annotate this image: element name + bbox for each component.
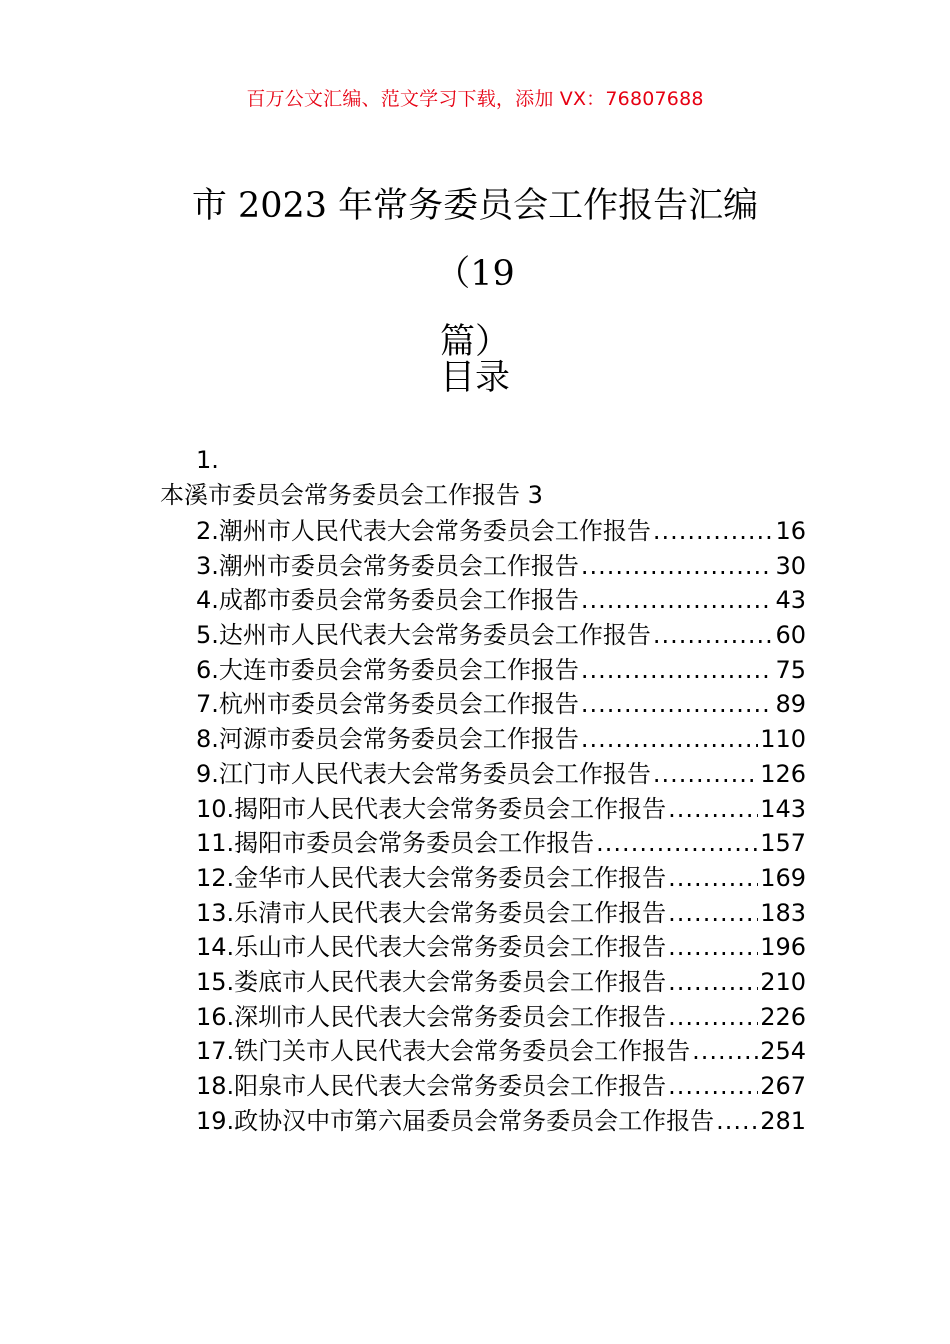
toc-entry[interactable] — [196, 687, 806, 722]
toc-entry-title: 18.阳泉市人民代表大会常务委员会工作报告 — [196, 1072, 667, 1100]
toc-entry-page-number: 226 — [760, 1002, 806, 1031]
table-of-contents — [196, 514, 806, 1138]
toc-entry[interactable] — [196, 1034, 806, 1069]
toc-entry-title: 5.达州市人民代表大会常务委员会工作报告 — [196, 621, 651, 650]
toc-entry-page-number: 157 — [760, 829, 806, 858]
toc-heading: 目录 — [439, 358, 510, 398]
toc-entry-page-number: 196 — [760, 933, 806, 962]
toc-dot-leader — [668, 965, 758, 1000]
toc-entry[interactable] — [196, 1000, 806, 1035]
toc-entry-page-number: 60 — [775, 621, 806, 650]
toc-entry[interactable] — [196, 757, 806, 792]
title-prefix: 市 — [191, 186, 238, 226]
toc-entry-page-number: 143 — [760, 794, 806, 823]
toc-entry-page-number: 183 — [760, 898, 806, 927]
toc-entry[interactable] — [196, 583, 806, 618]
toc-dot-leader — [581, 722, 758, 757]
toc-dot-leader — [668, 861, 758, 896]
toc-dot-leader — [596, 826, 758, 861]
toc-dot-leader — [668, 896, 758, 931]
toc-dot-leader — [716, 1104, 758, 1139]
toc-dot-leader — [668, 792, 758, 827]
toc-dot-leader — [668, 930, 758, 965]
toc-entry-title: 11.揭阳市委员会常务委员会工作报告 — [196, 829, 595, 858]
toc-entry-page-number: 267 — [760, 1072, 806, 1100]
toc-entry-title: 14.乐山市人民代表大会常务委员会工作报告 — [196, 933, 667, 962]
toc-entry-page-number: 16 — [775, 517, 806, 545]
toc-first-title[interactable]: 本溪市委员会常务委员会工作报告 3 — [160, 481, 543, 509]
toc-entry-title: 6.大连市委员会常务委员会工作报告 — [196, 655, 579, 684]
toc-entry-page-number: 126 — [760, 759, 806, 788]
title-count: 19 — [470, 254, 515, 294]
toc-dot-leader — [668, 1069, 758, 1104]
toc-entry[interactable] — [196, 653, 806, 688]
toc-entry-page-number: 281 — [760, 1106, 806, 1135]
toc-dot-leader — [581, 653, 774, 688]
toc-dot-leader — [653, 618, 774, 653]
toc-entry-title: 13.乐清市人民代表大会常务委员会工作报告 — [196, 898, 667, 927]
toc-entry-page-number: 30 — [775, 551, 806, 580]
toc-entry[interactable] — [196, 792, 806, 827]
toc-entry[interactable] — [196, 826, 806, 861]
toc-entry-title: 16.深圳市人民代表大会常务委员会工作报告 — [196, 1002, 667, 1031]
toc-entry[interactable] — [196, 861, 806, 896]
toc-entry-page-number: 75 — [775, 655, 806, 684]
toc-dot-leader — [581, 687, 774, 722]
toc-dot-leader — [653, 757, 758, 792]
toc-entry-title: 17.铁门关市人民代表大会常务委员会工作报告 — [196, 1037, 691, 1066]
toc-entry[interactable] — [196, 1104, 806, 1139]
toc-dot-leader — [653, 514, 774, 549]
toc-entry-title: 12.金华市人民代表大会常务委员会工作报告 — [196, 863, 667, 892]
toc-entry-title: 8.河源市委员会常务委员会工作报告 — [196, 725, 579, 754]
toc-entry[interactable] — [196, 618, 806, 653]
promo-header-note: 百万公文汇编、范文学习下载，添加 VX：76807688 — [246, 88, 704, 110]
toc-entry-title: 19.政协汉中市第六届委员会常务委员会工作报告 — [196, 1106, 715, 1135]
toc-entry[interactable] — [196, 965, 806, 1000]
toc-entry-title: 2.潮州市人民代表大会常务委员会工作报告 — [196, 517, 651, 545]
title-middle: 年常务委员会工作报告汇编（ — [327, 186, 759, 294]
toc-entry-page-number: 43 — [775, 586, 806, 615]
toc-entry-title: 4.成都市委员会常务委员会工作报告 — [196, 586, 579, 615]
toc-entry-page-number: 110 — [760, 725, 806, 754]
toc-entry[interactable] — [196, 514, 806, 549]
toc-entry-title: 10.揭阳市人民代表大会常务委员会工作报告 — [196, 794, 667, 823]
toc-dot-leader — [692, 1034, 758, 1069]
toc-entry[interactable] — [196, 549, 806, 584]
toc-entry-page-number: 210 — [760, 967, 806, 996]
toc-entry[interactable] — [196, 1069, 806, 1104]
title-year: 2023 — [237, 186, 328, 226]
toc-entry-page-number: 254 — [760, 1037, 806, 1066]
toc-entry[interactable] — [196, 896, 806, 931]
toc-dot-leader — [581, 549, 774, 584]
toc-entry-title: 9.江门市人民代表大会常务委员会工作报告 — [196, 759, 651, 788]
toc-entry-page-number: 169 — [760, 863, 806, 892]
toc-first-number: 1. — [196, 446, 219, 474]
title-line2: 篇） — [439, 322, 510, 362]
document-title — [160, 172, 790, 376]
toc-entry-title: 15.娄底市人民代表大会常务委员会工作报告 — [196, 967, 667, 996]
toc-dot-leader — [668, 1000, 758, 1035]
toc-entry-page-number: 89 — [775, 690, 806, 719]
toc-entry[interactable] — [196, 930, 806, 965]
toc-entry-title: 3.潮州市委员会常务委员会工作报告 — [196, 551, 579, 580]
toc-dot-leader — [581, 583, 774, 618]
toc-entry[interactable] — [196, 722, 806, 757]
toc-entry-title: 7.杭州市委员会常务委员会工作报告 — [196, 690, 579, 719]
